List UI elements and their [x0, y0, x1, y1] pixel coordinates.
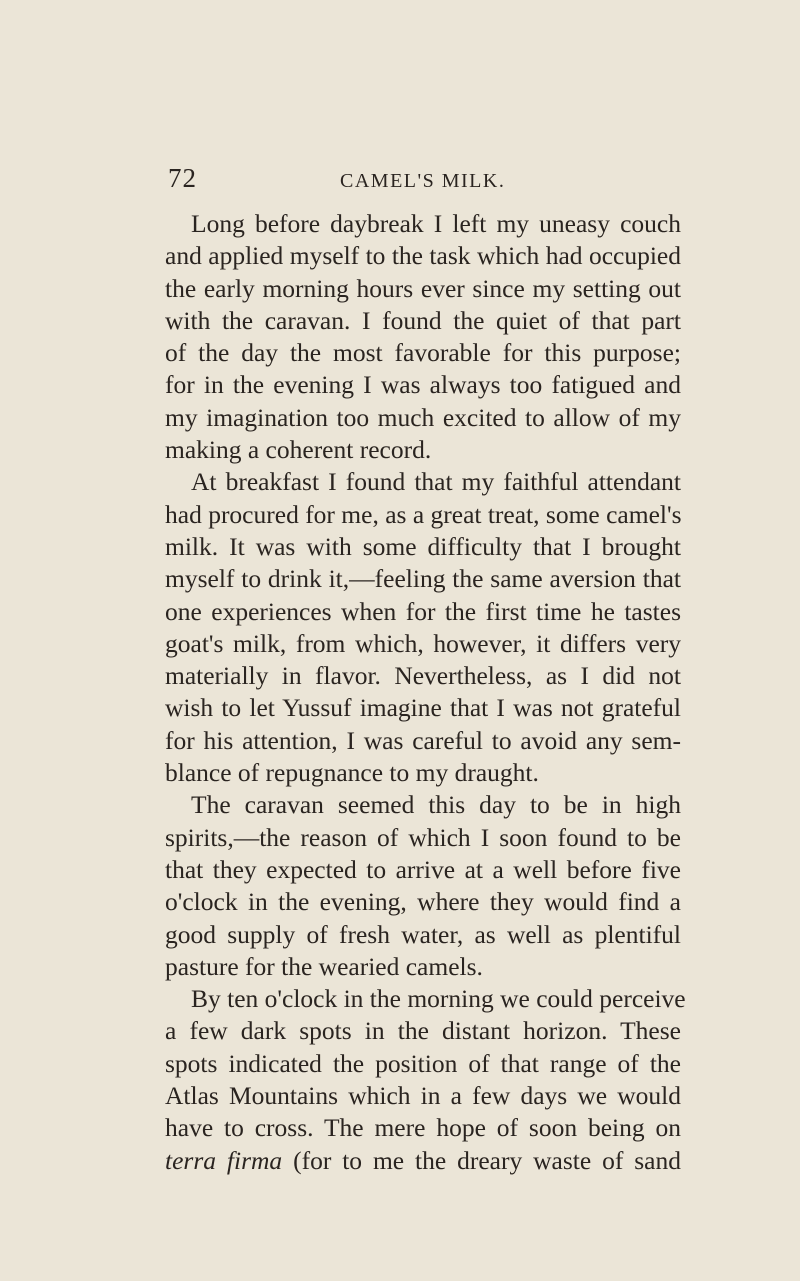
text-line: milk. It was with some difficulty that I brought: [165, 531, 681, 561]
body-text: [165, 208, 686, 1177]
text-line: spirits,—the reason of which I soon found to be: [165, 822, 681, 852]
italic-phrase: terra firma: [165, 1145, 283, 1175]
text-line: a few dark spots in the distant horizon. These: [165, 1016, 681, 1046]
text-line: Long before daybreak I left my uneasy couch: [191, 209, 681, 238]
text-line: have to cross. The mere hope of soon being on: [165, 1113, 681, 1143]
text-line: pasture for the wearied camels.: [165, 951, 483, 981]
text-line: good supply of fresh water, as well as plentiful: [165, 919, 681, 949]
text-line: for his attention, I was careful to avoid any sem-: [165, 725, 681, 755]
text-line: Atlas Mountains which in a few days we would: [165, 1081, 681, 1111]
text-line: blance of repugnance to my draught.: [165, 758, 539, 788]
text-line: had procured for me, as a great treat, some camel's: [165, 499, 682, 529]
text-line: and applied myself to the task which had occupied: [165, 241, 681, 271]
text-line: my imagination too much excited to allow of my: [165, 402, 681, 432]
text-line: At breakfast I found that my faithful attendant: [191, 467, 681, 497]
text-line: of the day the most favorable for this purpose;: [165, 338, 681, 368]
text-line: o'clock in the evening, where they would find a: [165, 887, 681, 917]
text-line: one experiences when for the first time he tastes: [165, 596, 681, 626]
text-line: goat's milk, from which, however, it differs very: [165, 628, 681, 658]
text-line: the early morning hours ever since my setting out: [165, 273, 681, 303]
text-line: making a coherent record.: [165, 435, 432, 465]
running-head: CAMEL'S MILK.: [340, 170, 506, 192]
text-line: By ten o'clock in the morning we could perceive: [191, 984, 686, 1014]
text-line-rest: (for to me the dreary waste of sand: [282, 1145, 681, 1175]
text-line: The caravan seemed this day to be in high: [191, 790, 681, 820]
text-line: materially in flavor. Nevertheless, as I did not: [165, 661, 681, 691]
text-line: spots indicated the position of that range of the: [165, 1048, 681, 1078]
text-line: that they expected to arrive at a well before five: [165, 854, 681, 884]
text-line: for in the evening I was always too fatigued and: [165, 370, 681, 400]
text-line: with the caravan. I found the quiet of that part: [165, 305, 681, 335]
text-line: [165, 1145, 681, 1177]
text-line: myself to drink it,—feeling the same aversion that: [165, 564, 681, 594]
page-number: 72: [168, 163, 197, 193]
text-line: wish to let Yussuf imagine that I was not grateful: [165, 693, 681, 723]
